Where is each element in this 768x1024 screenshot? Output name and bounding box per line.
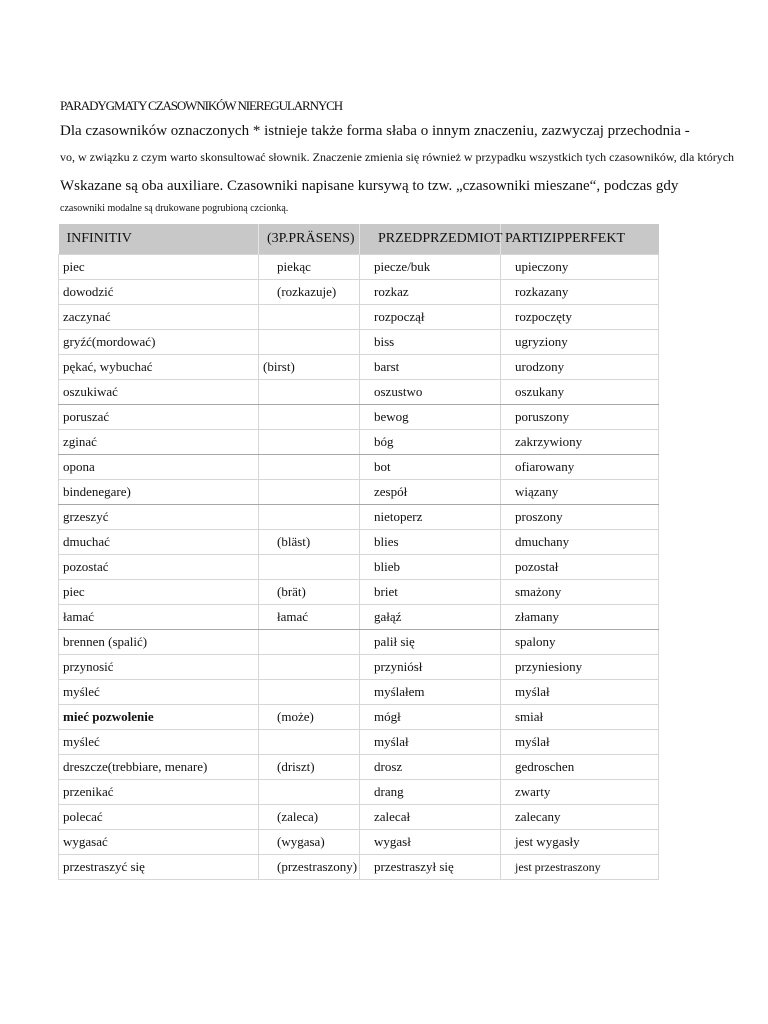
table-row	[59, 705, 659, 730]
cell-partizip-perfekt: myślał	[501, 730, 659, 755]
cell-partizip-perfekt: ugryziony	[501, 330, 659, 355]
table-row	[59, 255, 659, 280]
cell-praesens	[259, 555, 360, 580]
cell-partizip-perfekt: rozkazany	[501, 280, 659, 305]
cell-praesens: (rozkazuje)	[259, 280, 360, 305]
cell-praeteritum: blies	[360, 530, 501, 555]
cell-praesens: (może)	[259, 705, 360, 730]
table-row	[59, 505, 659, 530]
header-praesens: (3P.PRÄSENS)	[259, 224, 360, 255]
cell-praeteritum: zalecał	[360, 805, 501, 830]
cell-infinitiv: bindenegare)	[59, 480, 259, 505]
cell-infinitiv: poruszać	[59, 405, 259, 430]
cell-praeteritum: blieb	[360, 555, 501, 580]
cell-praesens	[259, 480, 360, 505]
cell-partizip-perfekt: jest wygasły	[501, 830, 659, 855]
cell-praesens	[259, 680, 360, 705]
cell-partizip-perfekt: pozostał	[501, 555, 659, 580]
cell-praesens: (brät)	[259, 580, 360, 605]
cell-partizip-perfekt: złamany	[501, 605, 659, 630]
cell-partizip-perfekt: zwarty	[501, 780, 659, 805]
table-row	[59, 330, 659, 355]
cell-infinitiv: oszukiwać	[59, 380, 259, 405]
cell-partizip-perfekt: poruszony	[501, 405, 659, 430]
cell-praeteritum: palił się	[360, 630, 501, 655]
cell-infinitiv: wygasać	[59, 830, 259, 855]
cell-praeteritum: myślał	[360, 730, 501, 755]
cell-praesens: (birst)	[259, 355, 360, 380]
table-row	[59, 480, 659, 505]
table-row	[59, 555, 659, 580]
cell-infinitiv: myśleć	[59, 730, 259, 755]
cell-partizip-perfekt: zalecany	[501, 805, 659, 830]
cell-praeteritum: bot	[360, 455, 501, 480]
cell-praeteritum: bewog	[360, 405, 501, 430]
cell-praeteritum: przyniósł	[360, 655, 501, 680]
cell-infinitiv: grzeszyć	[59, 505, 259, 530]
table-row	[59, 455, 659, 480]
cell-praeteritum: mógł	[360, 705, 501, 730]
intro-line-4: czasowniki modalne są drukowane pogrubioną czcionką.	[60, 203, 289, 214]
verb-paradigm-table	[58, 224, 659, 880]
cell-infinitiv: przynosić	[59, 655, 259, 680]
cell-infinitiv: piec	[59, 255, 259, 280]
table-row	[59, 355, 659, 380]
cell-infinitiv: dowodzić	[59, 280, 259, 305]
table-row	[59, 380, 659, 405]
cell-infinitiv: łamać	[59, 605, 259, 630]
table-row	[59, 830, 659, 855]
cell-praeteritum: biss	[360, 330, 501, 355]
cell-praeteritum: rozkaz	[360, 280, 501, 305]
intro-line-3: Wskazane są oba auxiliare. Czasowniki napisane kursywą to tzw. „czasowniki mieszane“, podczas gdy	[60, 178, 679, 194]
cell-infinitiv: opona	[59, 455, 259, 480]
cell-infinitiv: mieć pozwolenie	[59, 705, 259, 730]
table-row	[59, 730, 659, 755]
cell-praesens	[259, 305, 360, 330]
cell-partizip-perfekt: dmuchany	[501, 530, 659, 555]
cell-partizip-perfekt: rozpoczęty	[501, 305, 659, 330]
cell-praesens: (zaleca)	[259, 805, 360, 830]
cell-partizip-perfekt: wiązany	[501, 480, 659, 505]
cell-praeteritum: drosz	[360, 755, 501, 780]
cell-praesens	[259, 730, 360, 755]
cell-infinitiv: zginać	[59, 430, 259, 455]
cell-praesens	[259, 655, 360, 680]
table-row	[59, 855, 659, 880]
cell-infinitiv: gryźć(mordować)	[59, 330, 259, 355]
header-infinitiv: INFINITIV	[59, 224, 259, 255]
cell-partizip-perfekt: przyniesiony	[501, 655, 659, 680]
cell-praesens: (driszt)	[259, 755, 360, 780]
table-row	[59, 580, 659, 605]
cell-praesens	[259, 780, 360, 805]
table-row	[59, 605, 659, 630]
cell-partizip-perfekt: gedroschen	[501, 755, 659, 780]
cell-praesens: (przestraszony)	[259, 855, 360, 880]
cell-infinitiv: pękać, wybuchać	[59, 355, 259, 380]
cell-praesens	[259, 330, 360, 355]
cell-partizip-perfekt: urodzony	[501, 355, 659, 380]
cell-infinitiv: przenikać	[59, 780, 259, 805]
cell-partizip-perfekt: oszukany	[501, 380, 659, 405]
table-row	[59, 755, 659, 780]
cell-praesens	[259, 405, 360, 430]
cell-infinitiv: piec	[59, 580, 259, 605]
table-header-row	[59, 224, 659, 255]
cell-partizip-perfekt: myślał	[501, 680, 659, 705]
cell-praeteritum: bóg	[360, 430, 501, 455]
cell-praesens: (bläst)	[259, 530, 360, 555]
cell-praesens	[259, 630, 360, 655]
table-row	[59, 530, 659, 555]
cell-praeteritum: rozpoczął	[360, 305, 501, 330]
cell-praeteritum: wygasł	[360, 830, 501, 855]
cell-partizip-perfekt: spalony	[501, 630, 659, 655]
cell-partizip-perfekt: upieczony	[501, 255, 659, 280]
cell-praesens	[259, 430, 360, 455]
cell-praeteritum: barst	[360, 355, 501, 380]
table-row	[59, 805, 659, 830]
document-title: PARADYGMATY CZASOWNIKÓW NIEREGULARNYCH	[60, 98, 343, 113]
table-row	[59, 680, 659, 705]
cell-praeteritum: briet	[360, 580, 501, 605]
cell-praeteritum: piecze/buk	[360, 255, 501, 280]
cell-infinitiv: myśleć	[59, 680, 259, 705]
cell-partizip-perfekt: smiał	[501, 705, 659, 730]
cell-praesens	[259, 505, 360, 530]
cell-praeteritum: gałąź	[360, 605, 501, 630]
intro-line-1: Dla czasowników oznaczonych * istnieje także forma słaba o innym znaczeniu, zazwyczaj przechodnia -	[60, 123, 690, 139]
cell-partizip-perfekt: proszony	[501, 505, 659, 530]
cell-praesens	[259, 455, 360, 480]
cell-praesens: (wygasa)	[259, 830, 360, 855]
cell-praeteritum: oszustwo	[360, 380, 501, 405]
cell-praesens: piekąc	[259, 255, 360, 280]
cell-infinitiv: zaczynać	[59, 305, 259, 330]
cell-infinitiv: dmuchać	[59, 530, 259, 555]
table-row	[59, 655, 659, 680]
cell-praesens: łamać	[259, 605, 360, 630]
intro-line-2: vo, w związku z czym warto skonsultować słownik. Znaczenie zmienia się również w przypadku wszystkich tych czasowników, dla których	[60, 150, 735, 164]
cell-infinitiv: pozostać	[59, 555, 259, 580]
table-row	[59, 630, 659, 655]
cell-praeteritum: zespół	[360, 480, 501, 505]
cell-praeteritum: myślałem	[360, 680, 501, 705]
cell-infinitiv: dreszcze(trebbiare, menare)	[59, 755, 259, 780]
table-row	[59, 780, 659, 805]
cell-partizip-perfekt: smażony	[501, 580, 659, 605]
cell-partizip-perfekt: jest przestraszony	[501, 855, 659, 880]
cell-infinitiv: brennen (spalić)	[59, 630, 259, 655]
table-row	[59, 305, 659, 330]
cell-infinitiv: polecać	[59, 805, 259, 830]
cell-praeteritum: przestraszył się	[360, 855, 501, 880]
table-row	[59, 280, 659, 305]
cell-praeteritum: drang	[360, 780, 501, 805]
cell-infinitiv: przestraszyć się	[59, 855, 259, 880]
table-row	[59, 430, 659, 455]
cell-partizip-perfekt: zakrzywiony	[501, 430, 659, 455]
cell-partizip-perfekt: ofiarowany	[501, 455, 659, 480]
header-partizip-perfekt: PARTIZIPPERFEKT	[501, 224, 659, 255]
cell-praesens	[259, 380, 360, 405]
header-praeteritum: PRZEDPRZEDMIOT	[360, 224, 501, 255]
cell-praeteritum: nietoperz	[360, 505, 501, 530]
table-row	[59, 405, 659, 430]
